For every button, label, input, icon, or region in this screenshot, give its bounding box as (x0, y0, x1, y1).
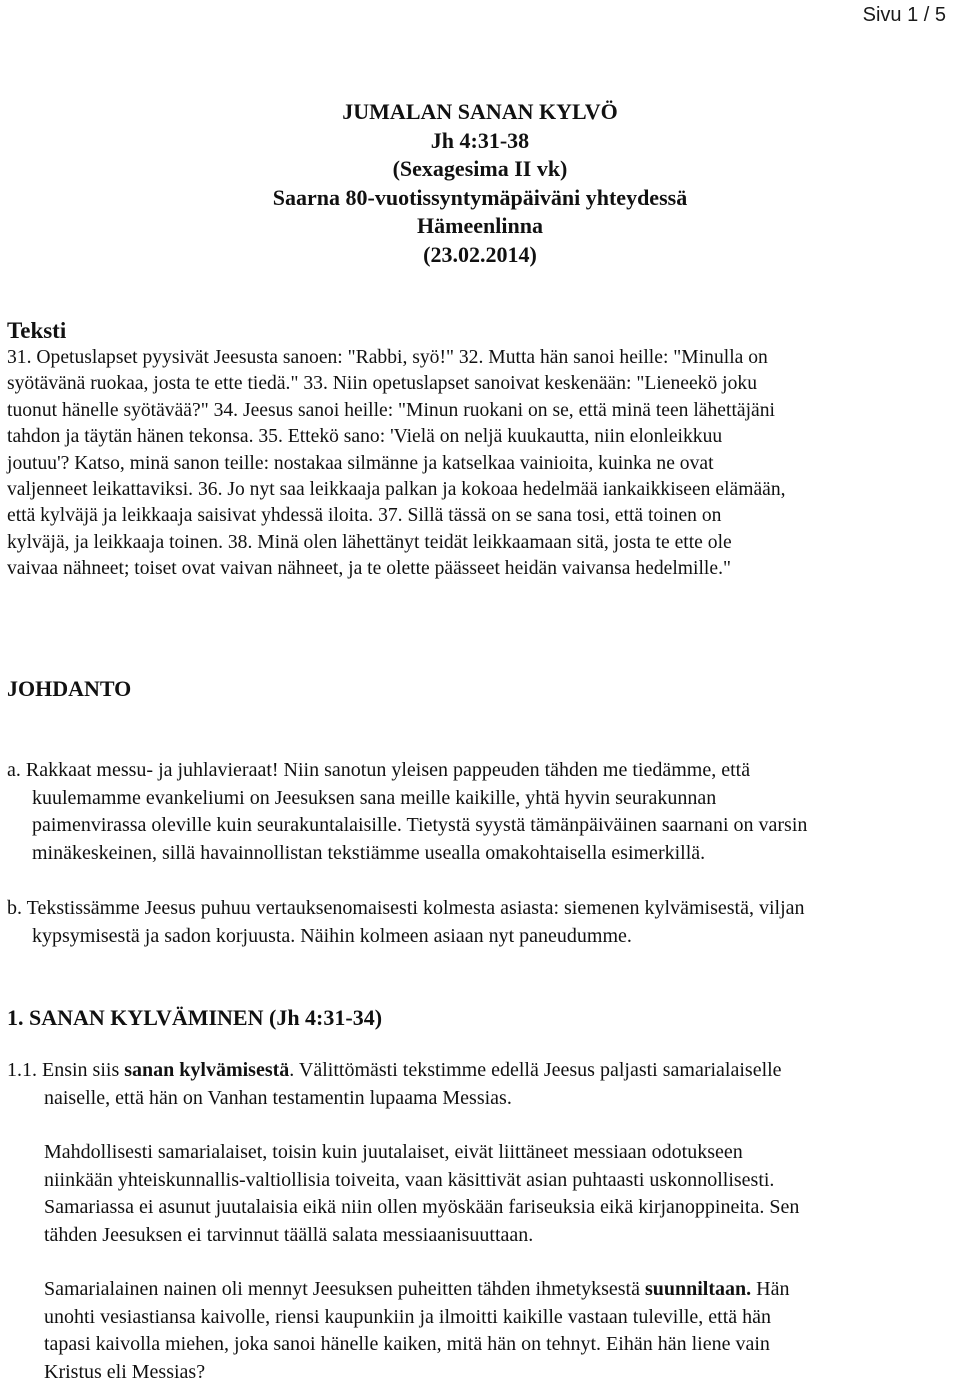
paragraph-line: Mahdollisesti samarialaiset, toisin kuin juutalaiset, eivät liittäneet messiaan odotukseen (7, 1139, 957, 1167)
paragraph-line: kuulemamme evankeliumi on Jeesuksen sana meille kaikille, yhtä hyvin seurakunnan (7, 785, 957, 813)
text-run: Hän (751, 1278, 789, 1300)
paragraph-line: unohti vesiastiansa kaivolle, riensi kaupunkiin ja ilmoitti kaikille vastaan tuleville, että hän (7, 1304, 957, 1332)
title-line: Hämeenlinna (0, 212, 960, 241)
page-number-label: Sivu 1 / 5 (863, 4, 946, 27)
text-run: . Välittömästi tekstimme edellä Jeesus paljasti samarialaiselle (289, 1059, 781, 1081)
paragraph-line: naiselle, että hän on Vanhan testamentin lupaama Messias. (7, 1085, 957, 1113)
paragraph-line (7, 1057, 957, 1085)
section-1-heading: 1. SANAN KYLVÄMINEN (Jh 4:31-34) (7, 1005, 382, 1031)
emphasis-text: sanan kylvämisestä (124, 1059, 289, 1081)
section-1-paragraph-3 (7, 1276, 957, 1386)
scripture-line: valjenneet leikattaviksi. 36. Jo nyt saa leikkaaja palkan ja kokoaa hedelmää iankaikkiseen elämään, (7, 477, 957, 503)
text-run: 1.1. Ensin siis (7, 1059, 124, 1081)
title-line: (23.02.2014) (0, 241, 960, 270)
scripture-line: syötävänä ruokaa, josta te ette tiedä." 33. Niin opetuslapset sanoivat keskenään: "Lieneekö joku (7, 371, 957, 397)
paragraph-line: Samariassa ei asunut juutalaisia eikä niin ollen myöskään fariseuksia eikä kirjanoppineita. Sen (7, 1194, 957, 1222)
johdanto-heading: JOHDANTO (7, 676, 131, 702)
paragraph-line (7, 1276, 957, 1304)
paragraph-line: paimenvirassa oleville kuin seurakuntalaisille. Tietystä syystä tämänpäiväinen saarnani on varsin (7, 812, 957, 840)
scripture-line: että kylväjä ja leikkaaja saisivat yhdessä iloita. 37. Sillä tässä on se sana tosi, että toinen on (7, 503, 957, 529)
scripture-line: kylväjä, ja leikkaaja toinen. 38. Minä olen lähettänyt teidät leikkaamaan sitä, josta te ette ole (7, 530, 957, 556)
paragraph-line: kypsymisestä ja sadon korjuusta. Näihin kolmeen asiaan nyt paneudumme. (7, 923, 957, 951)
scripture-line: vaivaa nähneet; toiset ovat vaivan nähneet, ja te olette päässeet heidän vaivansa hedelmille." (7, 556, 957, 582)
paragraph-line: tapasi kaivolla miehen, joka sanoi hänelle kaiken, mitä hän on tehnyt. Eihän hän liene vain (7, 1331, 957, 1359)
intro-paragraph-b (7, 895, 957, 950)
document-title-block (0, 98, 960, 269)
paragraph-line: niinkään yhteiskunnallis-valtiollisia toiveita, vaan käsittivät asian puhtaasti uskonnollisesti. (7, 1167, 957, 1195)
scripture-line: 31. Opetuslapset pyysivät Jeesusta sanoen: "Rabbi, syö!" 32. Mutta hän sanoi heille: "Minulla on (7, 345, 957, 371)
scripture-line: joutuu'? Katso, minä sanon teille: nostakaa silmänne ja katselkaa vainioita, kuinka ne ovat (7, 451, 957, 477)
title-line: Saarna 80-vuotissyntymäpäiväni yhteydessä (0, 184, 960, 213)
title-line: Jh 4:31-38 (0, 127, 960, 156)
section-1-paragraph-2 (7, 1139, 957, 1249)
tekst-heading: Teksti (7, 318, 66, 344)
paragraph-line: a. Rakkaat messu- ja juhlavieraat! Niin sanotun yleisen pappeuden tähden me tiedämme, että (7, 757, 957, 785)
emphasis-text: suunniltaan. (645, 1278, 751, 1300)
scripture-text (7, 345, 957, 583)
title-line: (Sexagesima II vk) (0, 155, 960, 184)
text-run: Samarialainen nainen oli mennyt Jeesuksen puheitten tähden ihmetyksestä (44, 1278, 645, 1300)
paragraph-line: Kristus eli Messias? (7, 1359, 957, 1386)
paragraph-line: b. Tekstissämme Jeesus puhuu vertauksenomaisesti kolmesta asiasta: siemenen kylvämisestä, viljan (7, 895, 957, 923)
title-line: JUMALAN SANAN KYLVÖ (0, 98, 960, 127)
paragraph-line: tähden Jeesuksen ei tarvinnut täällä salata messiaanisuuttaan. (7, 1222, 957, 1250)
intro-paragraph-a (7, 757, 957, 867)
scripture-line: tuonut hänelle syötävää?" 34. Jeesus sanoi heille: "Minun ruokani on se, että minä teen lähettäjäni (7, 398, 957, 424)
scripture-line: tahdon ja täytän hänen tekonsa. 35. Ettekö sano: 'Vielä on neljä kuukautta, niin elonleikkuu (7, 424, 957, 450)
paragraph-line: minäkeskeinen, sillä havainnollistan tekstiämme usealla omakohtaisella esimerkillä. (7, 840, 957, 868)
section-1-paragraph-1 (7, 1057, 957, 1112)
